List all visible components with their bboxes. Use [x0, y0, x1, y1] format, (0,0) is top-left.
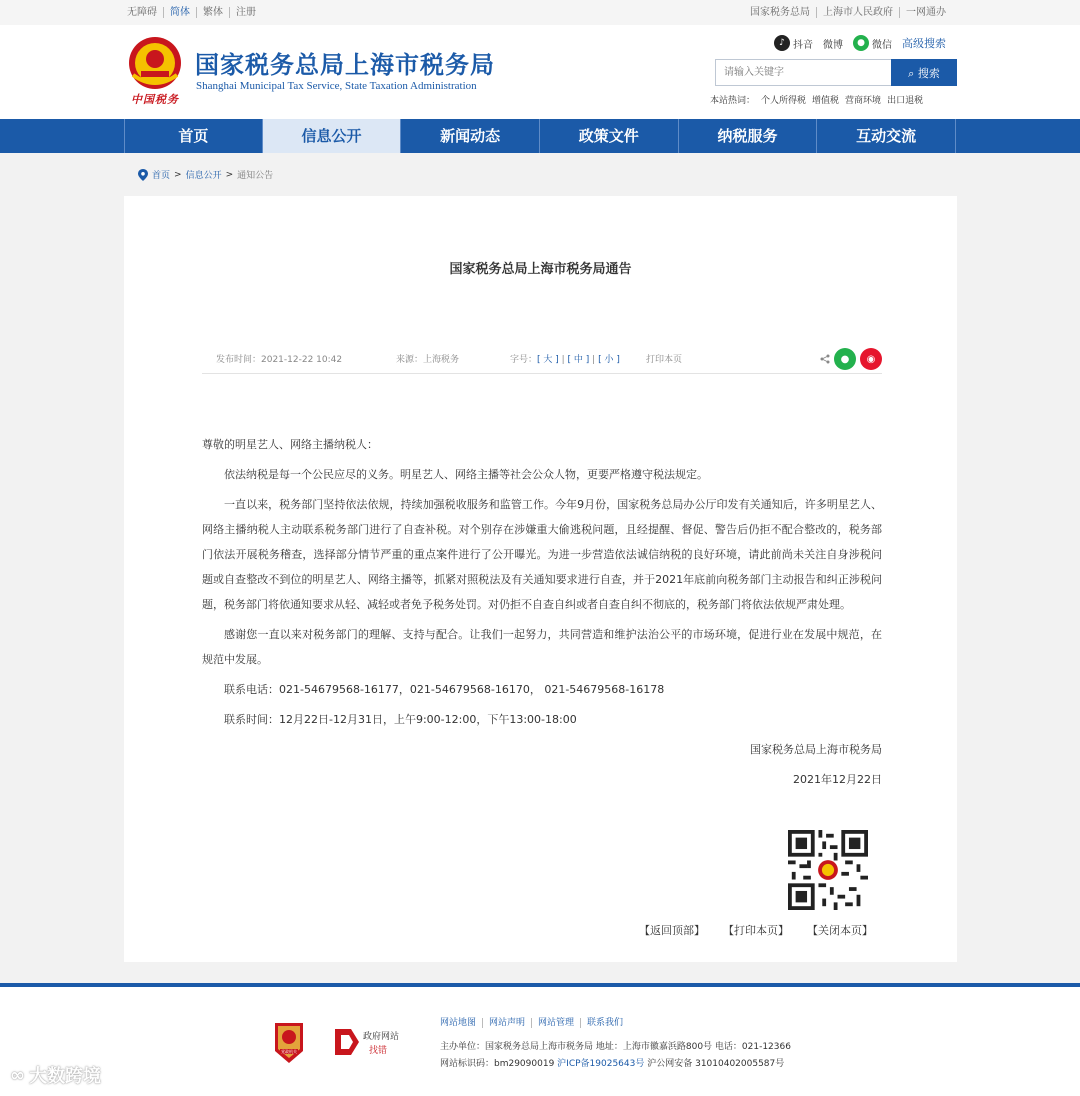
site-statement-link[interactable]: 网站声明: [482, 1018, 531, 1028]
font-size-controls: 字号：[ 大 ] | [ 中 ] | [ 小 ]: [510, 355, 620, 365]
simplified-link[interactable]: 简体: [163, 7, 196, 18]
nav-interaction[interactable]: 互动交流: [817, 119, 956, 153]
weibo-label: 微博: [823, 39, 843, 51]
weibo-share-icon[interactable]: ◉: [860, 348, 882, 370]
breadcrumb-current: 通知公告: [237, 171, 274, 181]
sitemap-link[interactable]: 网站地图: [440, 1018, 477, 1028]
font-small-button[interactable]: [ 小 ]: [598, 355, 620, 365]
douyin-label: 抖音: [793, 39, 813, 51]
hot-word[interactable]: 出口退税: [887, 96, 924, 106]
font-large-button[interactable]: [ 大 ]: [537, 355, 559, 365]
hot-word[interactable]: 增值税: [812, 96, 840, 106]
traditional-link[interactable]: 繁体: [196, 7, 229, 18]
article-source: 来源：上海税务: [396, 355, 460, 365]
nav-tax-service[interactable]: 纳税服务: [679, 119, 818, 153]
article-panel: [124, 196, 957, 962]
close-page-link[interactable]: 【关闭本页】: [807, 924, 873, 937]
font-large-label: 大: [543, 355, 553, 365]
nav-home[interactable]: 首页: [124, 119, 263, 153]
nav-news[interactable]: 新闻动态: [401, 119, 540, 153]
article-body: [202, 432, 882, 797]
weixin-label: 微信: [872, 39, 892, 51]
search-box: [715, 59, 957, 86]
footer-registration: [440, 1056, 784, 1069]
sta-link[interactable]: 国家税务总局: [750, 7, 810, 18]
hot-words-label: 本站热词：: [710, 96, 756, 106]
party-gov-badge-icon[interactable]: [271, 1021, 307, 1065]
search-button-label: 搜索: [917, 66, 940, 80]
watermark-logo-icon: ∞: [10, 1064, 25, 1086]
hot-words: [710, 93, 923, 106]
register-link[interactable]: 注册: [229, 7, 262, 18]
share-icon[interactable]: [820, 354, 830, 364]
signer: 国家税务总局上海市税务局: [750, 743, 882, 756]
site-subtitle: Shanghai Municipal Tax Service, State Taxation Administration: [196, 80, 477, 92]
back-to-top-link[interactable]: 【返回顶部】: [639, 924, 705, 937]
qr-code-icon: [788, 830, 868, 910]
weixin-link[interactable]: [853, 35, 892, 51]
badge1-text: 党政机关: [281, 1049, 297, 1054]
search-input[interactable]: [715, 59, 891, 86]
watermark: [10, 1062, 101, 1088]
accessibility-link[interactable]: 无障碍: [127, 7, 157, 18]
tax-emblem-icon: [127, 35, 183, 91]
footer-sponsor: 主办单位：国家税务总局上海市税务局 地址：上海市徽嘉浜路800号 电话：021-12366: [440, 1042, 791, 1052]
icp-link[interactable]: 沪ICP备19025643号: [557, 1059, 645, 1069]
article-bottom-links: [639, 922, 873, 938]
wechat-share-icon[interactable]: ●: [834, 348, 856, 370]
print-link[interactable]: 【打印本页】: [723, 924, 789, 937]
breadcrumb-home[interactable]: 首页: [152, 171, 171, 181]
contact-us-link[interactable]: 联系我们: [580, 1018, 629, 1028]
breadcrumb-sep: >: [174, 169, 182, 180]
top-utility-bar: [0, 0, 1080, 25]
sign-date: 2021年12月22日: [793, 773, 882, 786]
search-button[interactable]: [891, 59, 957, 86]
article-title: 国家税务总局上海市税务局通告: [449, 262, 632, 277]
publish-time: 发布时间：2021-12-22 10:42: [216, 355, 343, 365]
top-left-links: [127, 7, 262, 18]
breadcrumb-section[interactable]: 信息公开: [185, 171, 222, 181]
site-id: 网站标识码：bm29090019: [440, 1059, 555, 1069]
badge2-line2: 找错: [369, 1046, 388, 1056]
article-meta: [202, 344, 882, 374]
advanced-search-link[interactable]: 高级搜索: [902, 37, 946, 50]
hot-word[interactable]: 营商环境: [845, 96, 882, 106]
site-header: [0, 25, 1080, 119]
font-small-label: 小: [604, 355, 614, 365]
contact-hours: 联系时间：12月22日-12月31日，上午9:00-12:00，下午13:00-18:00: [224, 713, 577, 726]
site-management-link[interactable]: 网站管理: [531, 1018, 580, 1028]
breadcrumb: [138, 168, 273, 181]
one-net-link[interactable]: 一网通办: [899, 7, 952, 18]
paragraph-3: 感谢您一直以来对税务部门的理解、支持与配合。让我们一起努力，共同营造和维护法治公平的市场环境，促进行业在发展中规范，在规范中发展。: [202, 628, 882, 666]
site-title[interactable]: 国家税务总局上海市税务局: [195, 51, 495, 79]
douyin-icon: ♪: [774, 35, 790, 51]
watermark-text: 大数跨境: [29, 1066, 101, 1087]
font-size-label: 字号：: [510, 355, 538, 365]
contact-phone: 联系电话：021-54679568-16177，021-54679568-16170， 021-54679568-16178: [224, 683, 665, 696]
wechat-icon: ●: [853, 35, 869, 51]
greeting: 尊敬的明星艺人、网络主播纳税人：: [202, 438, 378, 451]
emblem-caption: 中国税务: [131, 93, 179, 106]
print-page-link[interactable]: 打印本页: [646, 355, 683, 365]
hot-word[interactable]: 个人所得税: [761, 96, 807, 106]
police-record: 沪公网安备 31010402005587号: [647, 1059, 785, 1069]
nav-policy[interactable]: 政策文件: [540, 119, 679, 153]
location-pin-icon: [138, 169, 148, 181]
gov-site-error-finder-icon[interactable]: [333, 1025, 403, 1059]
font-medium-label: 中: [573, 355, 583, 365]
douyin-link[interactable]: [774, 35, 813, 51]
top-right-links: [750, 7, 952, 18]
main-nav: [0, 119, 1080, 153]
shanghai-gov-link[interactable]: 上海市人民政府: [816, 7, 899, 18]
weibo-link[interactable]: [823, 36, 843, 51]
font-medium-button[interactable]: [ 中 ]: [567, 355, 590, 365]
badge2-line1: 政府网站: [363, 1032, 400, 1042]
site-footer: [0, 983, 1080, 1096]
share-buttons: [820, 348, 882, 370]
footer-links: [440, 1018, 629, 1028]
nav-info-disclosure[interactable]: 信息公开: [263, 119, 402, 153]
social-links: [774, 35, 946, 51]
search-icon: ⌕: [908, 66, 915, 80]
paragraph-2: 一直以来，税务部门坚持依法依规，持续加强税收服务和监管工作。今年9月份，国家税务总局办公厅印发有关通知后，许多明星艺人、网络主播纳税人主动联系税务部门进行了自查补税。对个别存在涉嫌重大偷逃税问题，且经提醒、督促、警告后仍拒不配合整改的，税务部门依法开展税务稽查，选择部分情节严重的重点案件进行了公开曝光。为进一步营造依法诚信纳税的良好环境，请此前尚未关注自身涉税问题或自查整改不到位的明星艺人、网络主播等，抓紧对照税法及有关通知要求进行自查，并于2021年底前向税务部门主动报告和纠正涉税问题，税务部门将依通知要求从轻、减轻或者免予税务处罚。对仍拒不自查自纠或者自查自纠不彻底的，税务部门将依法依规严肃处理。: [202, 498, 882, 611]
breadcrumb-sep: >: [225, 169, 234, 180]
paragraph-1: 依法纳税是每一个公民应尽的义务。明星艺人、网络主播等社会公众人物，更要严格遵守税法规定。: [224, 468, 708, 481]
